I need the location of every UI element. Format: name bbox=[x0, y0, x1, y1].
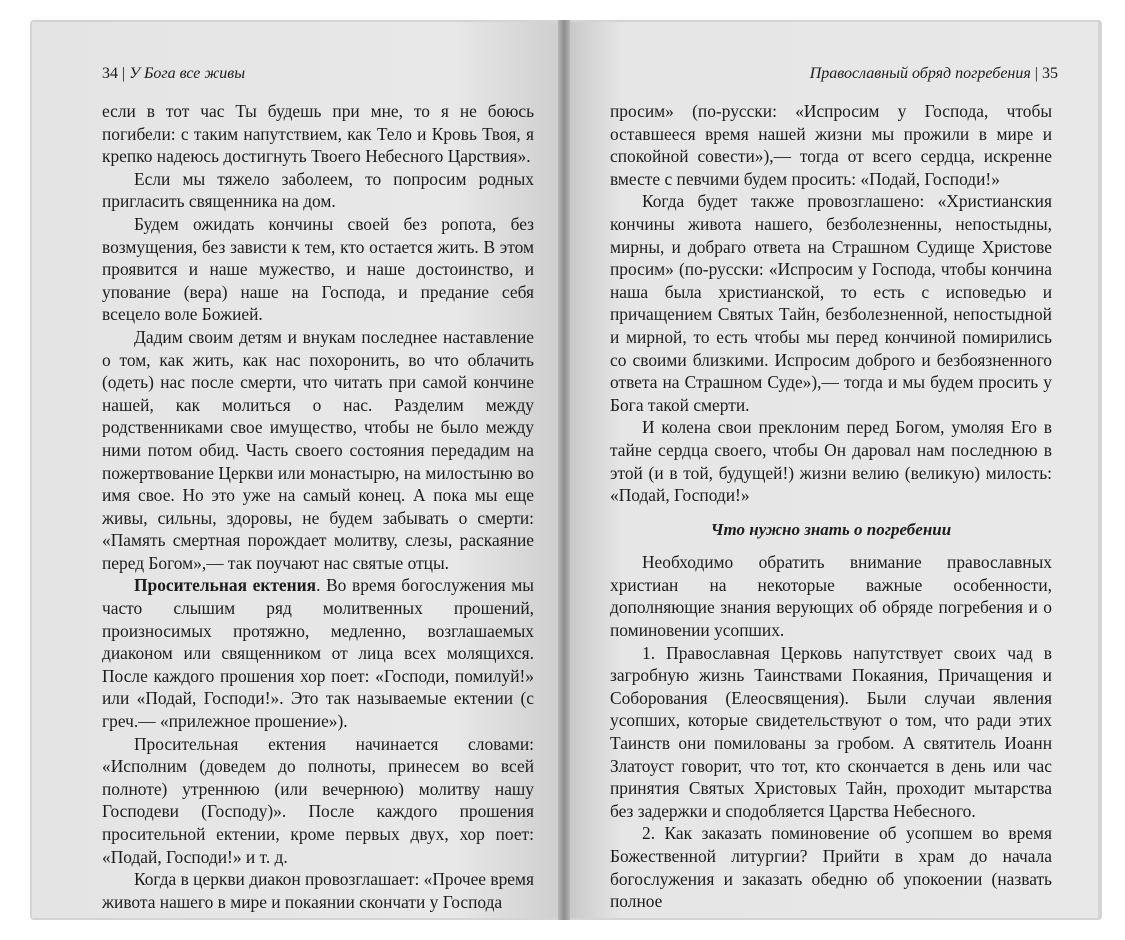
right-paragraph: Когда будет также провозглашено: «Христианския кончины живота нашего, безболезненны, непостыдны, мирны, и добраго ответа на Страшном Судище Христове просим» (по-русски: «Испросим у Господа, чтобы кончина наша была христианской, то есть с исповедью и причащением Святых Тайн, безболезненной, непостыдной и мирной, то есть чтобы мы перед кончиной помирились со своими близкими. Испросим доброго и безбоязненного ответа на Страшном Суде»),— тогда и мы будем просить у Бога такой смерти. bbox=[610, 191, 1052, 415]
left-paragraph: Если мы тяжело заболеем, то попросим родных пригласить священника на дом. bbox=[102, 168, 534, 212]
section-heading: Что нужно знать о погребении bbox=[710, 519, 952, 539]
right-paragraph: Необходимо обратить внимание православных христиан на некоторые важные особенности, дополняющие знания верующих об обряде погребения и о поминовении усопших. bbox=[610, 552, 1052, 641]
book-gutter bbox=[558, 20, 570, 920]
left-head-separator: | bbox=[122, 65, 126, 82]
right-paragraph: 1. Православная Церковь напутствует своих чад в загробную жизнь Таинствами Покаяния, Причащения и Соборования (Елеосвящения). Были случаи явления усопших, которые свидетельствуют о том, что ради этих Таинств они помилованы за гробом. А святитель Иоанн Златоуст говорит, что тот, кто скончается в день или час принятия Святых Христовых Тайн, проходит мытарства без задержки и сподобляется Царства Небесного. bbox=[610, 642, 1052, 821]
left-paragraph: Когда в церкви диакон провозглашает: «Прочее время живота нашего в мире и покаянии скончати у Господа bbox=[102, 869, 534, 912]
left-page-text bbox=[102, 100, 534, 913]
ektenia-lead-term: Просительная ектения bbox=[134, 575, 317, 596]
left-paragraph: Просительная ектения начинается словами: «Исполним (доведем до полноты, принесем во всей полноте) утреннюю (или вечернюю) молитву нашу Господеви (Господу)». После каждого прошения просительной ектении, кроме первых двух, хор поет: «Подай, Господи!» и т. д. bbox=[102, 733, 534, 867]
left-paragraph: Будем ожидать кончины своей без ропота, без возмущения, без зависти к тем, кто остается жить. В этом проявится и наше мужество, и наше достоинство, и упование (вера) наше на Господа, и предание себя всецело воле Божией. bbox=[102, 213, 534, 325]
book-spread bbox=[30, 20, 1102, 920]
left-running-head bbox=[102, 64, 245, 84]
right-paragraph: просим» (по-русски: «Испросим у Господа, чтобы оставшееся время нашей жизни мы прожили в мире и спокойной совести»),— тогда от всего сердца, искренне вместе с певчими будем просить: «Подай, Господи!» bbox=[610, 101, 1052, 189]
left-running-title: У Бога все живы bbox=[129, 65, 246, 82]
right-page-text bbox=[610, 100, 1052, 913]
left-paragraph: Дадим своим детям и внукам последнее наставление о том, как жить, как нас похоронить, во что облачить (одеть) нас после смерти, что читать при самой кончине нашей, как молиться о нас. Разделим между родственниками свое имущество, чтобы не было между ними потом обид. Часть своего состояния передадим на пожертвование Церкви или монастырю, на милостыню во имя свое. Но это уже на самый конец. А пока мы еще живы, сильны, здоровы, не будем забывать о смерти: «Память смертная порождает молитву, слезы, раскаяние перед Богом»,— так поучают нас святые отцы. bbox=[102, 326, 534, 573]
ektenia-paragraph bbox=[102, 574, 534, 732]
right-running-head bbox=[810, 64, 1058, 84]
left-paragraph: если в тот час Ты будешь при мне, то я не боюсь погибели: с таким напутствием, как Тело и Кровь Твоя, я крепко надеюсь достигнуть Твоего Небесного Царствия». bbox=[102, 101, 534, 167]
right-running-title: Православный обряд погребения bbox=[809, 65, 1031, 82]
left-page bbox=[32, 22, 558, 918]
right-page bbox=[570, 22, 1098, 918]
right-page-number: 35 bbox=[1042, 65, 1058, 82]
right-paragraph: И колена свои преклоним перед Богом, умоляя Его в тайне сердца своего, чтобы Он даровал нам последнюю в этой (и в той, будущей!) жизни велию (великую) милость: «Подай, Господи!» bbox=[610, 417, 1052, 506]
right-paragraph: 2. Как заказать поминовение об усопшем во время Божественной литургии? Прийти в храм до начала богослужения и заказать обедню об упокоении (назвать полное bbox=[610, 823, 1052, 912]
left-page-number: 34 bbox=[102, 65, 118, 82]
ektenia-text: . Во время богослужения мы часто слышим ряд молитвенных прошений, произносимых протяжно, медленно, возглашаемых диаконом или священником от лица всех молящихся. После каждого прошения хор поет: «Господи, помилуй!» или «Подай, Господи!». Это так называемые ектении (с греч.— «прилежное прошение»). bbox=[102, 575, 534, 732]
right-head-separator: | bbox=[1034, 65, 1038, 82]
